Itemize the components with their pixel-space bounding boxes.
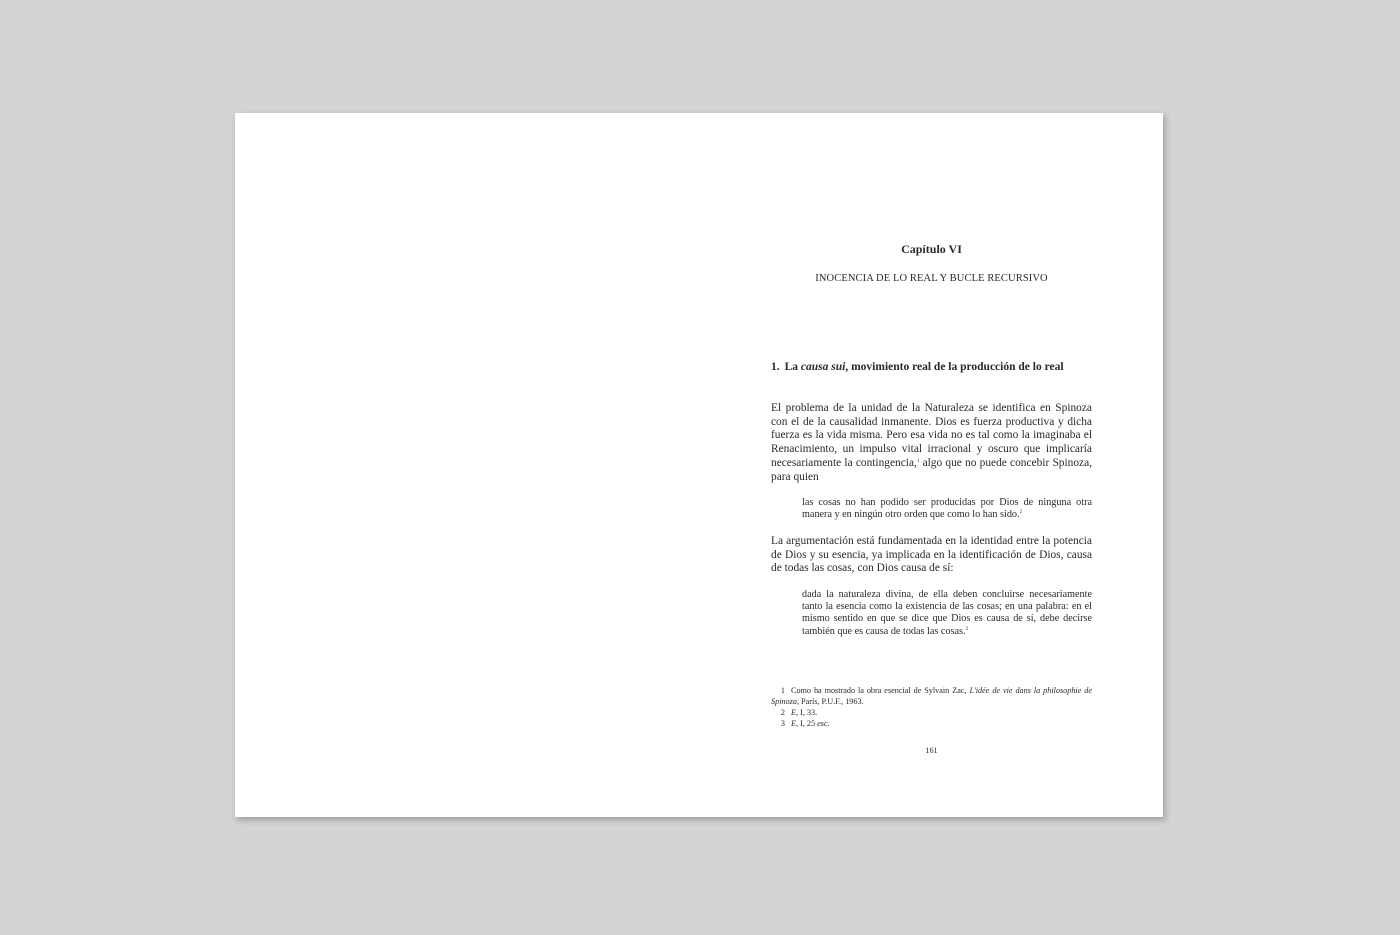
page-number: 161 xyxy=(925,746,938,755)
footnote-number: 2 xyxy=(780,708,785,717)
section-number: 1. xyxy=(771,361,780,373)
footnote-italic: E xyxy=(791,708,797,717)
footnote-text: , París, P.U.F., 1963. xyxy=(796,697,864,706)
q1-text: las cosas no han podido ser producidas por Dios de ninguna otra manera y en ningún otro orden que como lo han sido. xyxy=(802,497,1092,521)
footnote-1 xyxy=(771,685,1092,707)
footnote-3 xyxy=(771,718,1092,729)
section-title-italic: causa sui xyxy=(800,361,846,373)
p1-text-b: algo que no puede concebir Spinoza, para quien xyxy=(771,456,1092,483)
footnote-ref-1: 1 xyxy=(916,458,920,464)
chapter-label: Capítulo VI xyxy=(901,242,962,256)
chapter-title: INOCENCIA DE LO REAL Y BUCLE RECURSIVO xyxy=(815,273,1048,284)
right-page xyxy=(699,113,1163,817)
footnote-italic: esc. xyxy=(817,719,830,728)
body-paragraph-1 xyxy=(771,402,1092,484)
section-title-post: , movimiento real de la producción de lo real xyxy=(845,361,1064,373)
block-quote-1 xyxy=(802,497,1092,521)
footnote-text: , I, 25 xyxy=(796,719,818,728)
block-quote-2 xyxy=(802,589,1092,638)
footnote-ref-2: 2 xyxy=(1019,510,1023,516)
book-spread xyxy=(235,113,1163,817)
section-heading xyxy=(771,361,1101,373)
left-page-blank xyxy=(235,113,699,817)
q2-text: dada la naturaleza divina, de ella deben concluirse necesariamente tanto la esencia como la existencia de las cosas; en una palabra: en el mismo sentido en que se dice que Dios es causa de sí, debe decirse también que es causa de todas las cosas. xyxy=(802,589,1092,637)
footnote-number: 1 xyxy=(780,686,785,695)
footnote-2 xyxy=(771,707,1092,718)
footnotes xyxy=(771,685,1092,729)
body-paragraph-2: La argumentación está fundamentada en la identidad entre la potencia de Dios y su esencia, ya implicada en la identificación de Dios, causa de todas las cosas, con Dios causa de sí: xyxy=(771,535,1092,575)
footnote-text: Como ha mostrado la obra esencial de Sylvain Zac, xyxy=(791,686,970,695)
footnote-italic: E xyxy=(791,719,797,728)
footnote-text: , I, 33. xyxy=(796,708,818,717)
p1-text-a: El problema de la unidad de la Naturaleza se identifica en Spinoza con el de la causalidad inmanente. Dios es fuerza productiva y dicha fuerza es la vida misma. Pero esa vida no es tal como la imaginaba el Renacimiento, un impulso vital irracional y oscuro que implicaría necesariamente la contingencia, xyxy=(771,402,1092,469)
footnote-ref-3: 3 xyxy=(965,626,969,632)
footnote-italic: L'idée de vie dans la philosophie de Spinoza xyxy=(771,686,1092,706)
footnote-number: 3 xyxy=(780,719,785,728)
section-title-pre: La xyxy=(784,361,801,373)
